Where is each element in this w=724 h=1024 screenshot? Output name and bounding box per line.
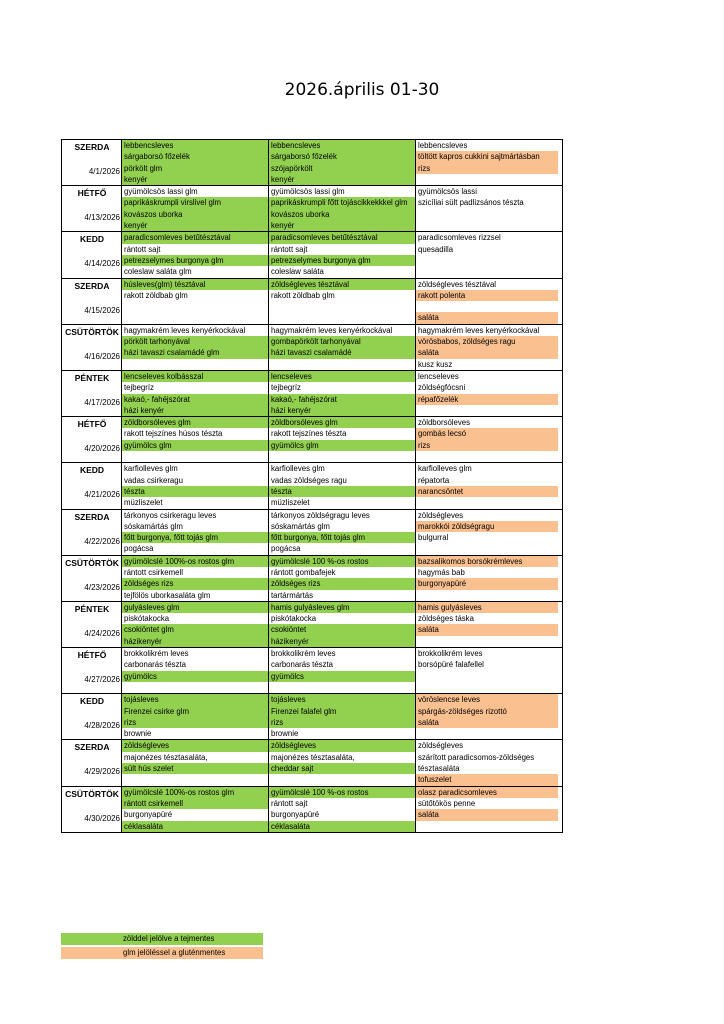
menu-item: carbonarás tészta: [124, 660, 186, 670]
day-date: 4/30/2026: [84, 813, 120, 823]
menu-item: gyümölcslé 100%-os rostos glm: [122, 556, 268, 567]
menu-item: gyümölcs glm: [122, 440, 268, 451]
menu-item: [416, 682, 558, 693]
menu-item: gyümölcslé 100 %-os rostos: [269, 556, 415, 567]
menu-item: [416, 220, 558, 231]
menu-item: zöldséges rizs: [269, 578, 415, 589]
menu-item: töltött kapros cukkini sajtmártásban: [416, 151, 558, 162]
menu-item: tojásleves: [269, 694, 415, 705]
menu-item: [122, 312, 268, 323]
menu-item: brownie: [271, 729, 299, 739]
day-cell: [62, 648, 122, 693]
legend-item: zölddel jelölve a tejmentes: [61, 933, 263, 945]
menu-item: piskótakocka: [124, 614, 170, 624]
day-cell: [62, 140, 122, 185]
menu-item: zöldborsóleves glm: [269, 417, 415, 428]
day-name: KEDD: [79, 696, 105, 707]
menu-column-1: [122, 186, 269, 231]
menu-column-1: [122, 556, 269, 601]
menu-item: kakaó,- fahéjszórat: [269, 394, 415, 405]
day-date: 4/16/2026: [84, 351, 120, 361]
menu-column-2: [269, 648, 416, 693]
menu-column-1: [122, 602, 269, 647]
menu-column-1: [122, 417, 269, 462]
day-block: [61, 787, 563, 833]
menu-item: vöröslencse leves: [416, 694, 558, 705]
menu-item: pogácsa: [271, 544, 301, 554]
day-date: 4/21/2026: [84, 490, 120, 500]
menu-item: [269, 774, 415, 785]
menu-column-1: [122, 140, 269, 185]
menu-item: kovászos uborka: [122, 209, 268, 220]
menu-item: tartármártás: [271, 590, 314, 600]
menu-column-1: [122, 463, 269, 508]
menu-item: rakott zöldbab glm: [271, 290, 335, 300]
menu-item: saláta: [416, 624, 558, 635]
menu-item: rizs: [416, 163, 558, 174]
day-block: [61, 232, 563, 278]
menu-item: [416, 209, 558, 220]
menu-item: lencseleves kolbásszal: [122, 371, 268, 382]
menu-column-1: [122, 648, 269, 693]
day-name: KEDD: [79, 234, 105, 245]
menu-column-1: [122, 232, 269, 277]
menu-column-1: [122, 694, 269, 739]
menu-item: sütőtökös penne: [418, 798, 476, 808]
menu-item: vörösbabos, zöldséges ragu: [416, 336, 558, 347]
menu-column-2: [269, 740, 416, 785]
menu-column-3: [416, 648, 558, 693]
menu-item: tejbegríz: [271, 383, 301, 393]
menu-item: petrezselymes burgonya glm: [269, 255, 415, 266]
menu-column-3: [416, 325, 558, 370]
menu-column-2: [269, 140, 416, 185]
day-cell: [62, 325, 122, 370]
menu-item: házikenyér: [122, 636, 268, 647]
menu-item: narancsöntet: [416, 486, 558, 497]
menu-item: cheddar sajt: [269, 763, 415, 774]
day-cell: [62, 371, 122, 416]
menu-item: lebbencsleves: [122, 140, 268, 151]
menu-item: répatorta: [418, 475, 450, 485]
menu-item: [416, 543, 558, 554]
menu-item: hamis gulyásleves: [416, 602, 558, 613]
menu-item: főtt burgonya, főtt tojás glm: [122, 532, 268, 543]
menu-item: hagymakrém leves kenyérkockával: [124, 325, 246, 335]
menu-column-2: [269, 787, 416, 832]
day-block: [61, 139, 563, 186]
menu-column-3: [416, 232, 558, 277]
menu-item: karfiolleves glm: [418, 464, 472, 474]
menu-item: [416, 255, 558, 266]
menu-item: hagymás bab: [418, 567, 465, 577]
menu-item: gyümölcslé 100%-os rostos glm: [122, 787, 268, 798]
day-block: [61, 417, 563, 463]
day-cell: [62, 186, 122, 231]
menu-item: [122, 359, 268, 370]
menu-item: [416, 174, 558, 185]
menu-item: bulgurral: [418, 533, 449, 543]
menu-column-3: [416, 140, 558, 185]
menu-item: rakott zöldbab glm: [124, 290, 188, 300]
menu-item: quesadilla: [418, 244, 454, 254]
day-cell: [62, 510, 122, 555]
menu-item: céklasaláta: [122, 821, 268, 832]
day-block: [61, 602, 563, 648]
menu-column-2: [269, 556, 416, 601]
menu-column-1: [122, 510, 269, 555]
menu-item: zöldségleves tésztával: [269, 279, 415, 290]
menu-item: tejfölös uborkasaláta glm: [124, 590, 211, 600]
menu-item: kenyér: [269, 220, 415, 231]
day-name: HÉTFŐ: [77, 650, 107, 661]
menu-item: lencseleves: [269, 371, 415, 382]
day-name: CSÜTÖRTÖK: [65, 557, 119, 568]
day-date: 4/28/2026: [84, 721, 120, 731]
menu-item: tárkonyos csirkeragu leves: [124, 510, 217, 520]
menu-column-3: [416, 602, 558, 647]
menu-column-3: [416, 417, 558, 462]
day-name: KEDD: [79, 465, 105, 476]
legend: [61, 933, 263, 961]
menu-item: [269, 359, 415, 370]
menu-column-3: [416, 371, 558, 416]
menu-item: pogácsa: [124, 544, 154, 554]
menu-item: [416, 497, 558, 508]
menu-item: Firenzei falafel glm: [269, 706, 415, 717]
menu-item: céklasaláta: [269, 821, 415, 832]
menu-item: [416, 451, 558, 462]
menu-item: kenyér: [122, 174, 268, 185]
menu-column-2: [269, 602, 416, 647]
menu-item: [122, 301, 268, 312]
day-block: [61, 694, 563, 740]
day-name: CSÜTÖRTÖK: [65, 326, 119, 337]
menu-item: carbonarás tészta: [271, 660, 333, 670]
menu-item: burgonyapüré: [124, 810, 173, 820]
menu-item: zöldségleves tésztával: [418, 279, 497, 289]
menu-item: kusz kusz: [418, 359, 453, 369]
menu-item: [416, 821, 558, 832]
menu-item: rakott tejszínes húsos tészta: [124, 429, 223, 439]
menu-item: rizs: [122, 717, 268, 728]
day-cell: [62, 463, 122, 508]
menu-column-2: [269, 463, 416, 508]
menu-item: spárgás-zöldséges rizottó: [416, 706, 558, 717]
day-name: SZERDA: [74, 142, 110, 152]
menu-item: pörkölt glm: [122, 163, 268, 174]
menu-item: házikenyér: [269, 636, 415, 647]
menu-item: zöldségleves: [418, 510, 464, 520]
day-block: [61, 325, 563, 371]
day-name: SZERDA: [74, 280, 110, 291]
menu-item: tészta: [269, 486, 415, 497]
menu-item: [269, 451, 415, 462]
menu-column-1: [122, 371, 269, 416]
day-name: SZERDA: [74, 511, 110, 522]
menu-item: csokiöntet glm: [122, 624, 268, 635]
menu-item: házi tavaszi csalamádé glm: [122, 347, 268, 358]
menu-item: olasz paradicsomleves: [416, 787, 558, 798]
page-title: 2026.április 01-30: [284, 80, 440, 100]
day-block: [61, 556, 563, 602]
day-name: CSÜTÖRTÖK: [65, 788, 119, 799]
menu-item: müzliszelet: [271, 498, 310, 508]
menu-item: rizs: [269, 717, 415, 728]
menu-item: rántott sajt: [124, 244, 161, 254]
day-date: 4/1/2026: [88, 167, 120, 176]
menu-item: zöldséges rizs: [122, 578, 268, 589]
menu-column-3: [416, 463, 558, 508]
menu-item: burgonyapüré: [416, 578, 558, 589]
menu-item: pörkölt tarhonyával: [122, 336, 268, 347]
menu-item: [416, 301, 558, 312]
menu-column-3: [416, 740, 558, 785]
menu-item: burgonyapüré: [271, 810, 320, 820]
menu-item: szicíliai sült padlizsános tészta: [418, 198, 524, 208]
menu-item: zöldborsóleves: [418, 418, 471, 428]
day-name: PÉNTEK: [74, 603, 110, 614]
menu-item: paradicsomleves betűtésztával: [269, 232, 415, 243]
menu-column-3: [416, 787, 558, 832]
menu-item: sárgaborsó főzelék: [269, 151, 415, 162]
day-block: [61, 463, 563, 509]
menu-item: gyümölcsös lassi: [418, 187, 477, 197]
menu-item: kakaó,- fahéjszórat: [122, 394, 268, 405]
menu-item: borsópüré falafellel: [418, 660, 484, 670]
menu-item: gombás lecsó: [416, 428, 558, 439]
menu-item: rizs: [416, 440, 558, 451]
menu-item: zöldborsóleves glm: [122, 417, 268, 428]
menu-item: paprikáskrumpli virslivel glm: [122, 197, 268, 208]
menu-item: gulyásleves glm: [122, 602, 268, 613]
menu-item: lebbencsleves: [269, 140, 415, 151]
menu-item: rakott tejszínes tészta: [271, 429, 347, 439]
menu-item: rántott sajt: [271, 244, 308, 254]
menu-item: tésztasaláta: [418, 764, 460, 774]
menu-item: főtt burgonya, főtt tojás glm: [269, 532, 415, 543]
menu-item: rántott sajt: [271, 798, 308, 808]
menu-item: [122, 774, 268, 785]
menu-item: vadas csirkeragu: [124, 475, 183, 485]
day-date: 4/27/2026: [84, 675, 120, 685]
day-date: 4/15/2026: [84, 305, 120, 315]
menu-item: brownie: [124, 729, 152, 739]
day-date: 4/14/2026: [84, 259, 120, 269]
menu-item: rántott csirkemell: [124, 567, 183, 577]
menu-item: [269, 312, 415, 323]
day-block: [61, 648, 563, 694]
menu-item: hamis gulyásleves glm: [269, 602, 415, 613]
menu-item: [416, 266, 558, 277]
menu-column-1: [122, 740, 269, 785]
menu-column-2: [269, 232, 416, 277]
menu-item: hagymakrém leves kenyérkockával: [271, 325, 393, 335]
menu-item: [122, 451, 268, 462]
menu-item: vadas zöldséges ragu: [271, 475, 347, 485]
menu-item: saláta: [416, 347, 558, 358]
menu-item: saláta: [416, 809, 558, 820]
menu-item: házi kenyér: [122, 405, 268, 416]
menu-column-2: [269, 510, 416, 555]
menu-column-1: [122, 787, 269, 832]
menu-item: bazsalikomos borsókrémleves: [416, 556, 558, 567]
menu-item: gyümölcs: [122, 671, 268, 682]
menu-item: gyümölcslé 100 %-os rostos: [269, 787, 415, 798]
day-cell: [62, 417, 122, 462]
menu-item: [269, 682, 415, 693]
menu-item: zöldségleves: [122, 740, 268, 751]
day-block: [61, 186, 563, 232]
menu-column-3: [416, 279, 558, 324]
menu-item: petrezselymes burgonya glm: [122, 255, 268, 266]
day-block: [61, 510, 563, 556]
menu-item: [416, 728, 558, 739]
day-cell: [62, 232, 122, 277]
menu-item: zöldségleves: [269, 740, 415, 751]
menu-item: [122, 682, 268, 693]
menu-item: kenyér: [122, 220, 268, 231]
menu-item: paradicsomleves rizzsel: [418, 233, 501, 243]
menu-item: majonézes tésztasaláta,: [124, 752, 208, 762]
menu-item: marokkói zöldségragu: [416, 521, 558, 532]
menu-item: paradicsomleves betűtésztával: [122, 232, 268, 243]
menu-column-2: [269, 325, 416, 370]
day-cell: [62, 279, 122, 324]
menu-item: karfiolleves glm: [271, 464, 325, 474]
menu-column-2: [269, 417, 416, 462]
menu-item: zöldségfócsni: [418, 383, 466, 393]
day-date: 4/24/2026: [84, 628, 120, 638]
menu-column-3: [416, 186, 558, 231]
menu-item: paprikáskrumpli főtt tojáscikkekkkel glm: [269, 197, 415, 208]
menu-column-2: [269, 279, 416, 324]
menu-item: coleslaw saláta glm: [124, 267, 192, 277]
menu-item: répafőzelék: [416, 394, 558, 405]
menu-item: [416, 590, 558, 601]
day-name: HÉTFŐ: [77, 419, 107, 430]
menu-item: tofuszelet: [416, 774, 558, 785]
day-block: [61, 279, 563, 325]
menu-column-3: [416, 694, 558, 739]
menu-item: tárkonyos zöldségragu leves: [271, 510, 370, 520]
menu-item: csokiöntet: [269, 624, 415, 635]
day-cell: [62, 694, 122, 739]
menu-item: sárgaborsó főzelék: [122, 151, 268, 162]
menu-item: hagymakrém leves kenyérkockával: [418, 325, 540, 335]
day-block: [61, 740, 563, 786]
day-name: HÉTFŐ: [77, 188, 107, 199]
day-cell: [62, 787, 122, 832]
menu-item: lebbencsleves: [418, 141, 468, 150]
day-date: 4/20/2026: [84, 444, 120, 454]
menu-item: [416, 405, 558, 416]
menu-item: sült hús szelet: [122, 763, 268, 774]
menu-item: húsleves(glm) tésztával: [122, 279, 268, 290]
menu-item: karfiolleves glm: [124, 464, 178, 474]
menu-item: gyümölcsös lassi glm: [124, 187, 198, 197]
day-cell: [62, 740, 122, 785]
menu-item: szójapörkölt: [269, 163, 415, 174]
menu-item: tejbegríz: [124, 383, 154, 393]
menu-column-3: [416, 556, 558, 601]
menu-item: [416, 636, 558, 647]
menu-column-2: [269, 186, 416, 231]
menu-item: sóskamártás glm: [124, 521, 183, 531]
menu-item: kovászos uborka: [269, 209, 415, 220]
menu-item: rántott gombafejek: [271, 567, 336, 577]
menu-column-1: [122, 279, 269, 324]
menu-item: tojásleves: [122, 694, 268, 705]
menu-item: zöldséges táska: [418, 614, 474, 624]
menu-item: házi tavaszi csalamádé: [269, 347, 415, 358]
day-name: PÉNTEK: [74, 372, 110, 383]
menu-column-3: [416, 510, 558, 555]
day-date: 4/22/2026: [84, 536, 120, 546]
menu-item: sóskamártás glm: [271, 521, 330, 531]
day-cell: [62, 556, 122, 601]
day-block: [61, 371, 563, 417]
menu-item: rántott csirkemell: [122, 798, 268, 809]
menu-item: [269, 301, 415, 312]
menu-item: saláta: [416, 717, 558, 728]
day-date: 4/17/2026: [84, 397, 120, 407]
menu-item: coleslaw saláta: [271, 267, 324, 277]
menu-item: gombapörkölt tarhonyával: [269, 336, 415, 347]
menu-column-2: [269, 694, 416, 739]
menu-item: brokkolikrém leves: [418, 649, 483, 659]
day-date: 4/13/2026: [84, 213, 120, 223]
day-date: 4/23/2026: [84, 582, 120, 592]
menu-item: [416, 671, 558, 682]
menu-item: gyümölcs glm: [269, 440, 415, 451]
day-name: SZERDA: [74, 742, 110, 753]
menu-item: saláta: [416, 312, 558, 323]
menu-item: gyümölcsös lassi glm: [271, 187, 345, 197]
menu-item: zöldségleves: [418, 741, 464, 751]
menu-column-2: [269, 371, 416, 416]
menu-item: lencseleves: [418, 371, 459, 381]
menu-item: Firenzei csirke glm: [122, 706, 268, 717]
menu-table: [61, 139, 563, 833]
day-cell: [62, 602, 122, 647]
menu-item: gyümölcs: [269, 671, 415, 682]
menu-item: rakott polenta: [416, 290, 558, 301]
menu-item: brokkolikrém leves: [124, 649, 189, 659]
menu-item: tészta: [122, 486, 268, 497]
menu-item: házi kenyér: [269, 405, 415, 416]
day-date: 4/29/2026: [84, 767, 120, 777]
menu-item: majonézes tésztasaláta,: [271, 752, 355, 762]
menu-item: kenyér: [269, 174, 415, 185]
menu-item: brokkolikrém leves: [271, 649, 336, 659]
menu-item: piskótakocka: [271, 614, 317, 624]
legend-item: glm jelöléssel a gluténmentes: [61, 947, 263, 959]
menu-item: szárított paradicsomos-zöldséges: [418, 752, 535, 762]
menu-item: müzliszelet: [124, 498, 163, 508]
menu-column-1: [122, 325, 269, 370]
